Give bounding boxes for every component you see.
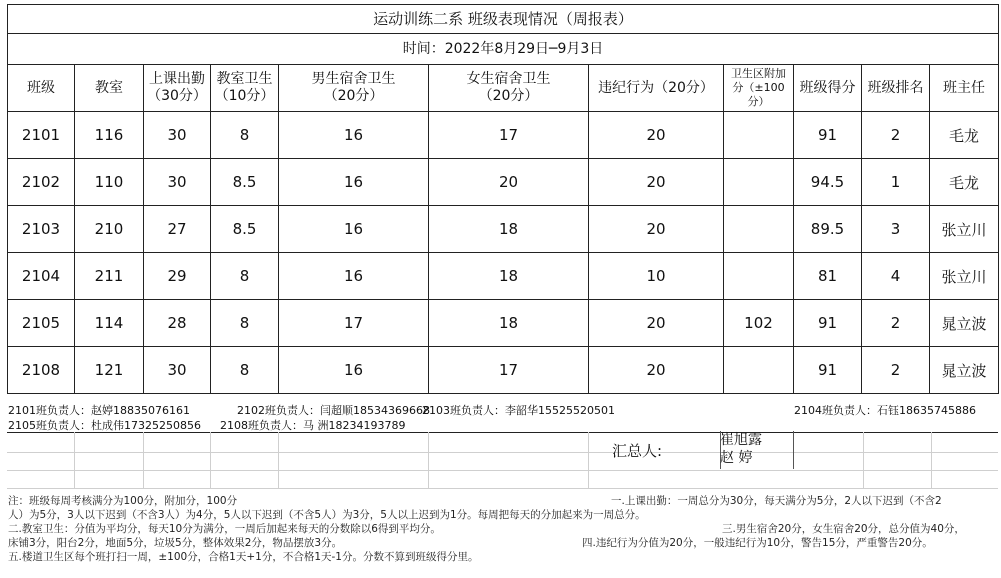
responsible-2101: 2101班负责人：赵婷18835076161: [8, 404, 190, 417]
cell-discipline[interactable]: 20: [589, 300, 724, 347]
cell-classroom[interactable]: 8.5: [211, 159, 279, 206]
responsible-2108: 2108班负责人：马 洲18234193789: [220, 419, 406, 432]
cell-class[interactable]: 2105: [8, 300, 75, 347]
cell-teacher[interactable]: 毛龙: [930, 159, 999, 206]
responsible-2103: 2103班负责人：李韶华15525520501: [422, 404, 615, 417]
header-female-line2: （20分）: [478, 88, 539, 104]
header-female-line1: 女生宿舍卫生: [466, 71, 551, 87]
header-classroom-line1: 教室卫生: [216, 71, 273, 87]
grid-line: [143, 432, 144, 488]
cell-class[interactable]: 2103: [8, 206, 75, 253]
cell-class[interactable]: 2108: [8, 347, 75, 394]
grid-line: [210, 432, 211, 488]
header-bonus: [724, 65, 794, 112]
summary-name-2: 赵 婷: [720, 450, 753, 466]
cell-room[interactable]: 114: [75, 300, 144, 347]
cell-class[interactable]: 2104: [8, 253, 75, 300]
cell-score[interactable]: 91: [794, 112, 862, 159]
cell-female-dorm[interactable]: 18: [429, 206, 589, 253]
cell-rank[interactable]: 4: [862, 253, 930, 300]
cell-teacher[interactable]: 张立川: [930, 253, 999, 300]
header-room: 教室: [75, 65, 144, 112]
cell-female-dorm[interactable]: 17: [429, 347, 589, 394]
cell-class[interactable]: 2101: [8, 112, 75, 159]
header-male-line1: 男生宿舍卫生: [311, 71, 396, 87]
header-female-dorm: [429, 65, 589, 112]
cell-bonus[interactable]: [724, 347, 794, 394]
header-bonus-line1: 卫生区附加: [731, 67, 786, 80]
header-male-dorm: [279, 65, 429, 112]
cell-male-dorm[interactable]: 16: [279, 206, 429, 253]
cell-discipline[interactable]: 20: [589, 206, 724, 253]
header-bonus-line3: 分）: [747, 95, 770, 108]
report-title: 运动训练二系 班级表现情况（周报表）: [7, 4, 999, 33]
cell-male-dorm[interactable]: 16: [279, 347, 429, 394]
cell-attendance[interactable]: 29: [144, 253, 211, 300]
header-attendance: [144, 65, 211, 112]
note-1: 注：班级每周考核满分为100分，附加分，100分: [8, 495, 238, 507]
cell-room[interactable]: 210: [75, 206, 144, 253]
grid-line: [278, 432, 279, 488]
cell-female-dorm[interactable]: 20: [429, 159, 589, 206]
grid-line: [931, 432, 932, 488]
cell-room[interactable]: 121: [75, 347, 144, 394]
cell-room[interactable]: 211: [75, 253, 144, 300]
header-discipline: 违纪行为（20分）: [589, 65, 724, 112]
divider-line: [7, 432, 998, 433]
cell-discipline[interactable]: 20: [589, 112, 724, 159]
grid-line: [863, 432, 864, 488]
cell-bonus[interactable]: 102: [724, 300, 794, 347]
cell-bonus[interactable]: [724, 206, 794, 253]
cell-score[interactable]: 94.5: [794, 159, 862, 206]
cell-score[interactable]: 91: [794, 347, 862, 394]
cell-attendance[interactable]: 27: [144, 206, 211, 253]
header-class: 班级: [8, 65, 75, 112]
cell-discipline[interactable]: 20: [589, 347, 724, 394]
grid-line: [7, 488, 998, 489]
cell-room[interactable]: 110: [75, 159, 144, 206]
note-3: 人）为5分，3人以下迟到（不含3人）为4分，5人以下迟到（不含5人）为3分，5人以上迟到为1分。每周把每天的分加起来为一周总分。: [8, 509, 646, 521]
note-4: 二.教室卫生：分值为平均分，每天10分为满分，一周后加起来每天的分数除以6得到平均分。: [8, 523, 441, 535]
responsible-2104: 2104班负责人：石钰18635745886: [794, 404, 976, 417]
cell-attendance[interactable]: 28: [144, 300, 211, 347]
summary-names: [720, 431, 762, 467]
score-table: [7, 64, 999, 394]
header-bonus-line2: 分（±100: [732, 81, 785, 94]
cell-teacher[interactable]: 晁立波: [930, 300, 999, 347]
header-teacher: 班主任: [930, 65, 999, 112]
cell-attendance[interactable]: 30: [144, 112, 211, 159]
header-rank: 班级排名: [862, 65, 930, 112]
cell-teacher[interactable]: 晁立波: [930, 347, 999, 394]
header-attendance-line1: 上课出勤: [149, 71, 205, 87]
note-5: 三.男生宿舍20分，女生宿舍20分，总分值为40分，: [722, 523, 965, 535]
cell-male-dorm[interactable]: 17: [279, 300, 429, 347]
header-male-line2: （20分）: [323, 88, 384, 104]
summary-name-1: 崔旭露: [720, 432, 762, 448]
grid-line: [7, 470, 998, 471]
header-row: [8, 65, 999, 112]
header-score: 班级得分: [794, 65, 862, 112]
table-row: [8, 347, 999, 394]
cell-female-dorm[interactable]: 18: [429, 253, 589, 300]
note-8: 五.楼道卫生区每个班打扫一周，±100分，合格1天+1分，不合格1天-1分。分数不算到班级得分里。: [8, 551, 479, 563]
cell-female-dorm[interactable]: 18: [429, 300, 589, 347]
cell-classroom[interactable]: 8: [211, 300, 279, 347]
cell-discipline[interactable]: 20: [589, 159, 724, 206]
responsible-2102: 2102班负责人：闫超顺18534369668: [237, 404, 430, 417]
cell-male-dorm[interactable]: 16: [279, 112, 429, 159]
cell-discipline[interactable]: 10: [589, 253, 724, 300]
cell-male-dorm[interactable]: 16: [279, 253, 429, 300]
grid-line: [74, 432, 75, 488]
cell-bonus[interactable]: [724, 253, 794, 300]
table-row: [8, 112, 999, 159]
note-2: 一.上课出勤：一周总分为30分，每天满分为5分，2人以下迟到（不含2: [611, 495, 942, 507]
cell-rank[interactable]: 2: [862, 112, 930, 159]
cell-rank[interactable]: 2: [862, 347, 930, 394]
date-range: 时间：2022年8月29日─9月3日: [7, 33, 999, 64]
cell-rank[interactable]: 3: [862, 206, 930, 253]
cell-score[interactable]: 89.5: [794, 206, 862, 253]
cell-teacher[interactable]: 毛龙: [930, 112, 999, 159]
cell-classroom[interactable]: 8.5: [211, 206, 279, 253]
cell-teacher[interactable]: 张立川: [930, 206, 999, 253]
table-row: [8, 253, 999, 300]
cell-classroom[interactable]: 8: [211, 253, 279, 300]
grid-line: [7, 452, 998, 453]
grid-line: [428, 432, 429, 488]
cell-classroom[interactable]: 8: [211, 112, 279, 159]
cell-classroom[interactable]: 8: [211, 347, 279, 394]
cell-rank[interactable]: 1: [862, 159, 930, 206]
cell-rank[interactable]: 2: [862, 300, 930, 347]
cell-score[interactable]: 81: [794, 253, 862, 300]
header-classroom-line2: （10分）: [214, 88, 275, 104]
cell-attendance[interactable]: 30: [144, 159, 211, 206]
note-7: 四.违纪行为分值为20分，一般违纪行为10分，警告15分，严重警告20分。: [582, 537, 933, 549]
cell-bonus[interactable]: [724, 159, 794, 206]
cell-score[interactable]: 91: [794, 300, 862, 347]
table-row: [8, 159, 999, 206]
grid-line: [588, 432, 589, 488]
summary-label: 汇总人:: [612, 442, 663, 460]
cell-class[interactable]: 2102: [8, 159, 75, 206]
cell-male-dorm[interactable]: 16: [279, 159, 429, 206]
cell-bonus[interactable]: [724, 112, 794, 159]
cell-attendance[interactable]: 30: [144, 347, 211, 394]
responsible-2105: 2105班负责人：杜成伟17325250856: [8, 419, 201, 432]
table-row: [8, 206, 999, 253]
header-classroom: [211, 65, 279, 112]
table-row: [8, 300, 999, 347]
cell-female-dorm[interactable]: 17: [429, 112, 589, 159]
cell-room[interactable]: 116: [75, 112, 144, 159]
header-attendance-line2: （30分）: [147, 88, 207, 104]
note-6: 床铺3分，阳台2分，地面5分，垃圾5分，整体效果2分，物品摆放3分。: [8, 537, 343, 549]
